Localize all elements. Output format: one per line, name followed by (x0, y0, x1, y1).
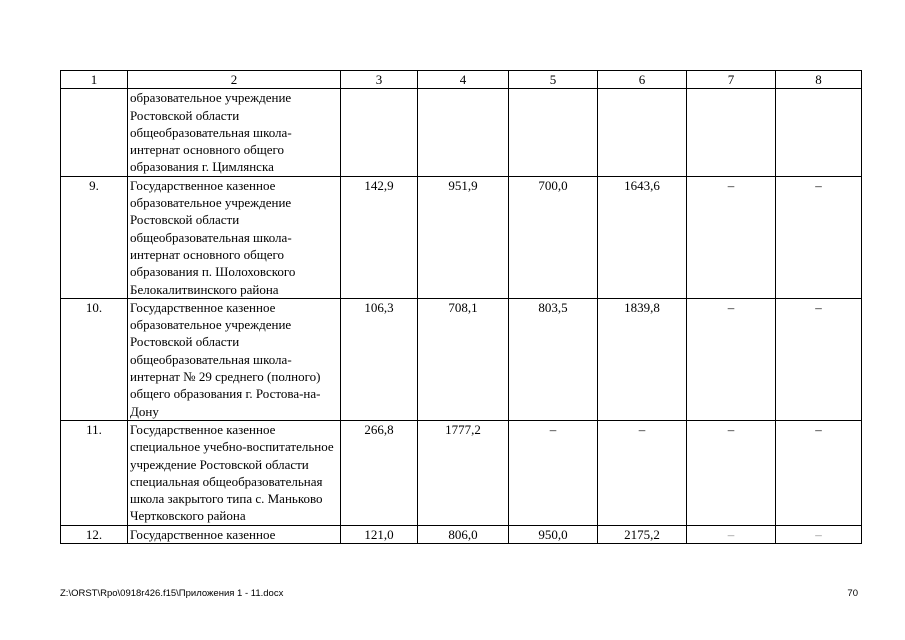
col-6-value: 1839,8 (598, 298, 687, 420)
table-row (61, 298, 862, 420)
data-table (60, 70, 862, 544)
col-6-value (598, 89, 687, 176)
col-5-value (509, 89, 598, 176)
col-4-value: 708,1 (418, 298, 509, 420)
col-3-value (341, 89, 418, 176)
col-8-value: – (776, 525, 862, 543)
col-4-value: 1777,2 (418, 420, 509, 525)
col-7-value: – (687, 525, 776, 543)
institution-name: Государственное казенное образовательное учреждение Ростовской области общеобразовательная школа-интернат № 29 среднего (полного) общего образования г. Ростова-на-Дону (128, 298, 341, 420)
row-number: 12. (61, 525, 128, 543)
institution-name: Государственное казенное (128, 525, 341, 543)
col-3-value: 121,0 (341, 525, 418, 543)
col-7-value: – (687, 298, 776, 420)
table-row (61, 176, 862, 298)
col-5-value: 950,0 (509, 525, 598, 543)
row-number: 11. (61, 420, 128, 525)
table-row (61, 89, 862, 176)
column-header: 7 (687, 71, 776, 89)
col-3-value: 142,9 (341, 176, 418, 298)
col-8-value: – (776, 298, 862, 420)
col-4-value: 806,0 (418, 525, 509, 543)
col-4-value: 951,9 (418, 176, 509, 298)
column-header: 4 (418, 71, 509, 89)
col-6-value: 2175,2 (598, 525, 687, 543)
table-row (61, 525, 862, 543)
column-header: 1 (61, 71, 128, 89)
column-header: 2 (128, 71, 341, 89)
col-8-value: – (776, 176, 862, 298)
row-number: 10. (61, 298, 128, 420)
col-8-value (776, 89, 862, 176)
col-3-value: 106,3 (341, 298, 418, 420)
file-path-footer: Z:\ORST\Rpo\0918r426.f15\Приложения 1 - 11.docx (60, 588, 284, 599)
institution-name: Государственное казенное специальное учебно-воспитательное учреждение Ростовской области специальная общеобразовательная школа закрытого типа с. Маньково Чертковского района (128, 420, 341, 525)
col-7-value: – (687, 420, 776, 525)
institution-name: образовательное учреждение Ростовской области общеобразовательная школа-интернат основного общего образования г. Цимлянска (128, 89, 341, 176)
col-5-value: 803,5 (509, 298, 598, 420)
institution-name: Государственное казенное образовательное учреждение Ростовской области общеобразовательная школа-интернат основного общего образования п. Шолоховского Белокалитвинского района (128, 176, 341, 298)
page-number: 70 (847, 588, 858, 599)
col-7-value: – (687, 176, 776, 298)
col-6-value: – (598, 420, 687, 525)
col-6-value: 1643,6 (598, 176, 687, 298)
col-4-value (418, 89, 509, 176)
row-number: 9. (61, 176, 128, 298)
column-header: 5 (509, 71, 598, 89)
col-7-value (687, 89, 776, 176)
col-5-value: 700,0 (509, 176, 598, 298)
column-header: 6 (598, 71, 687, 89)
col-3-value: 266,8 (341, 420, 418, 525)
table-row (61, 420, 862, 525)
col-5-value: – (509, 420, 598, 525)
header-row (61, 71, 862, 89)
column-header: 3 (341, 71, 418, 89)
row-number (61, 89, 128, 176)
col-8-value: – (776, 420, 862, 525)
column-header: 8 (776, 71, 862, 89)
